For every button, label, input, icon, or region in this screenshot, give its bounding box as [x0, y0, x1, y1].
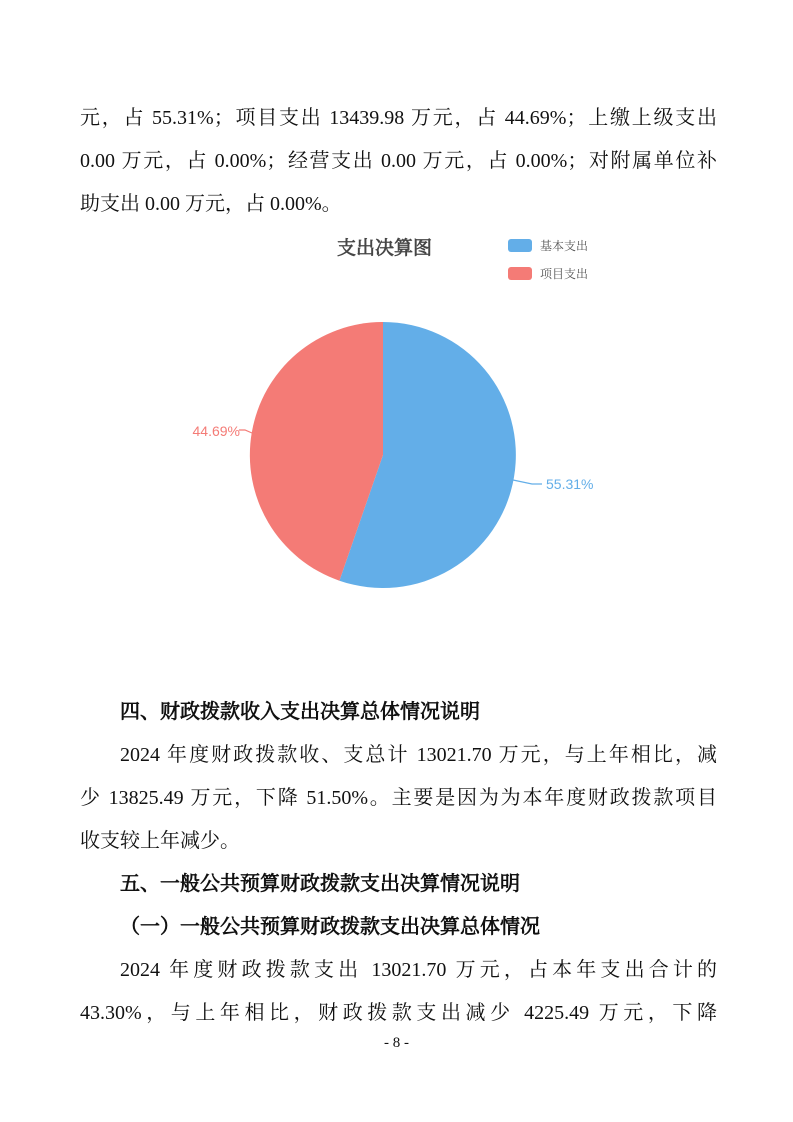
section-heading-4: 四、财政拨款收入支出决算总体情况说明 — [120, 701, 480, 723]
legend-item-basic — [508, 237, 588, 254]
label-line-basic — [513, 480, 542, 484]
chart-legend — [508, 237, 588, 293]
chart-title: 支出决算图 — [337, 238, 433, 259]
section-subheading-5-1: （一）一般公共预算财政拨款支出决算总体情况 — [120, 916, 540, 938]
page-number: - 8 - — [384, 1035, 409, 1051]
label-line-project — [239, 430, 252, 433]
body-sections — [80, 691, 717, 1035]
section-heading-5: 五、一般公共预算财政拨款支出决算情况说明 — [120, 873, 520, 895]
slice-label-basic: 55.31% — [546, 476, 594, 492]
legend-swatch-project — [508, 267, 532, 280]
text-line: 元，占 55.31%；项目支出 13439.98 万元，占 44.69%；上缴上级支出 — [80, 107, 717, 129]
legend-item-project — [508, 265, 588, 282]
text-line: 43.30%，与上年相比，财政拨款支出减少 4225.49 万元，下降 — [80, 1002, 717, 1024]
pie-chart — [160, 300, 640, 610]
text-line: 2024 年度财政拨款收、支总计 13021.70 万元，与上年相比，减 — [120, 744, 717, 766]
text-line: 收支较上年减少。 — [80, 830, 240, 852]
text-line: 2024 年度财政拨款支出 13021.70 万元，占本年支出合计的 — [120, 959, 717, 981]
legend-label: 项目支出 — [540, 267, 589, 281]
text-line: 助支出 0.00 万元，占 0.00%。 — [80, 193, 342, 215]
intro-paragraph — [80, 97, 717, 226]
slice-label-project: 44.69% — [192, 423, 240, 439]
text-line: 少 13825.49 万元，下降 51.50%。主要是因为为本年度财政拨款项目 — [80, 787, 717, 809]
text-line: 0.00 万元，占 0.00%；经营支出 0.00 万元，占 0.00%；对附属单位补 — [80, 150, 717, 172]
legend-label: 基本支出 — [540, 239, 589, 253]
legend-swatch-basic — [508, 239, 532, 252]
